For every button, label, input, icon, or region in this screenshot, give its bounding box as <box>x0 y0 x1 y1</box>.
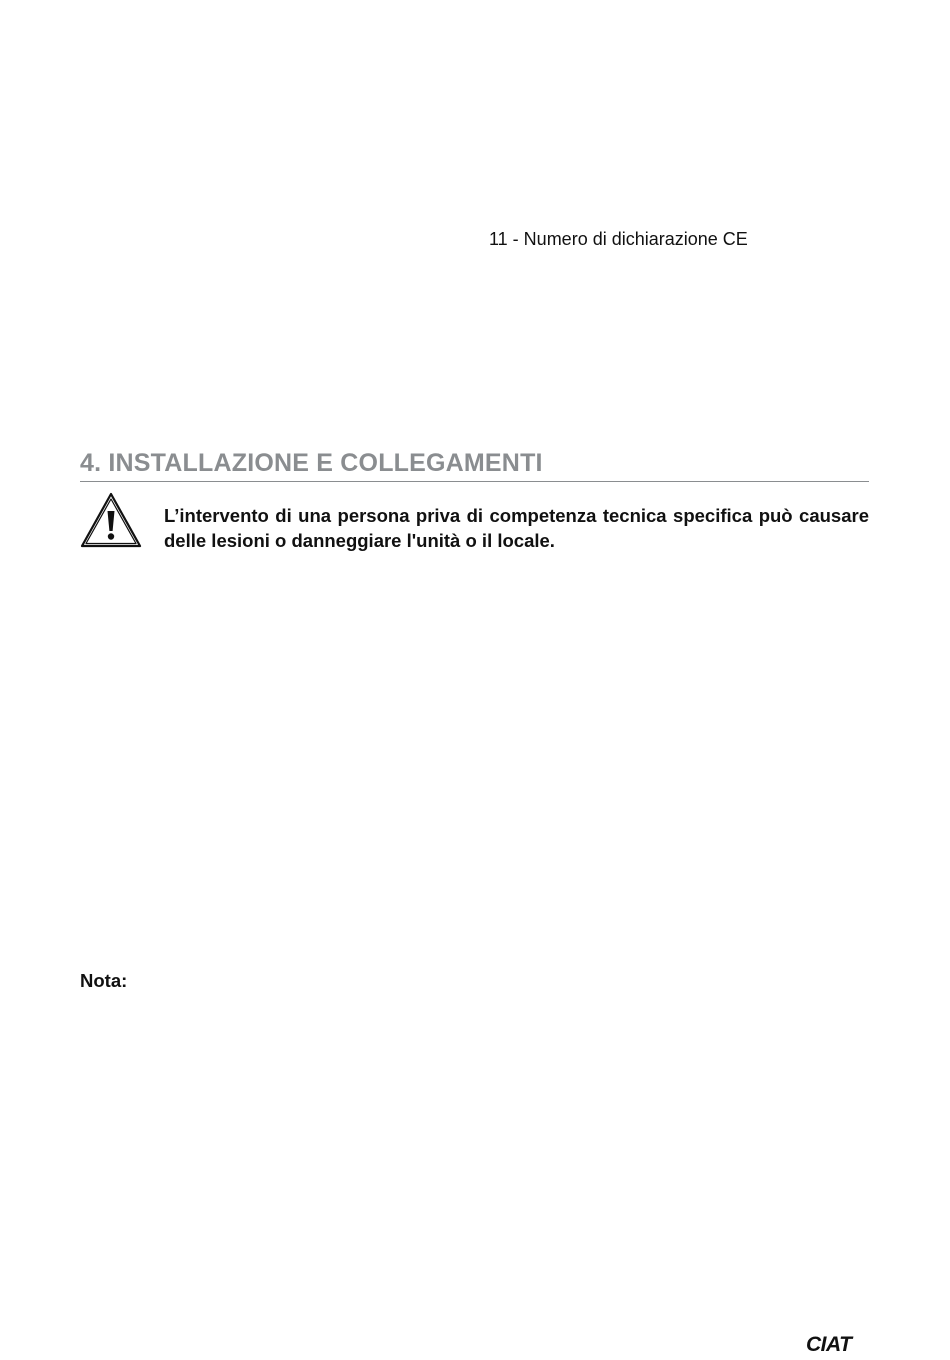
warning-text <box>164 503 869 553</box>
ciat-logo-text: CIAT <box>806 1333 852 1356</box>
section-title: 4. INSTALLAZIONE E COLLEGAMENTI <box>80 449 543 477</box>
warning-text-line-1: L’intervento di una persona priva di competenza tecnica specifica <box>164 505 753 526</box>
warning-text-line-2: può causare delle lesioni o danneggiare l'unità o il locale. <box>164 505 869 551</box>
ciat-logo <box>803 1329 873 1357</box>
note-label: Nota: <box>80 970 128 991</box>
section-divider <box>80 481 869 482</box>
legend-item-11: 11 - Numero di dichiarazione CE <box>489 229 748 249</box>
warning-triangle-icon <box>80 492 142 548</box>
